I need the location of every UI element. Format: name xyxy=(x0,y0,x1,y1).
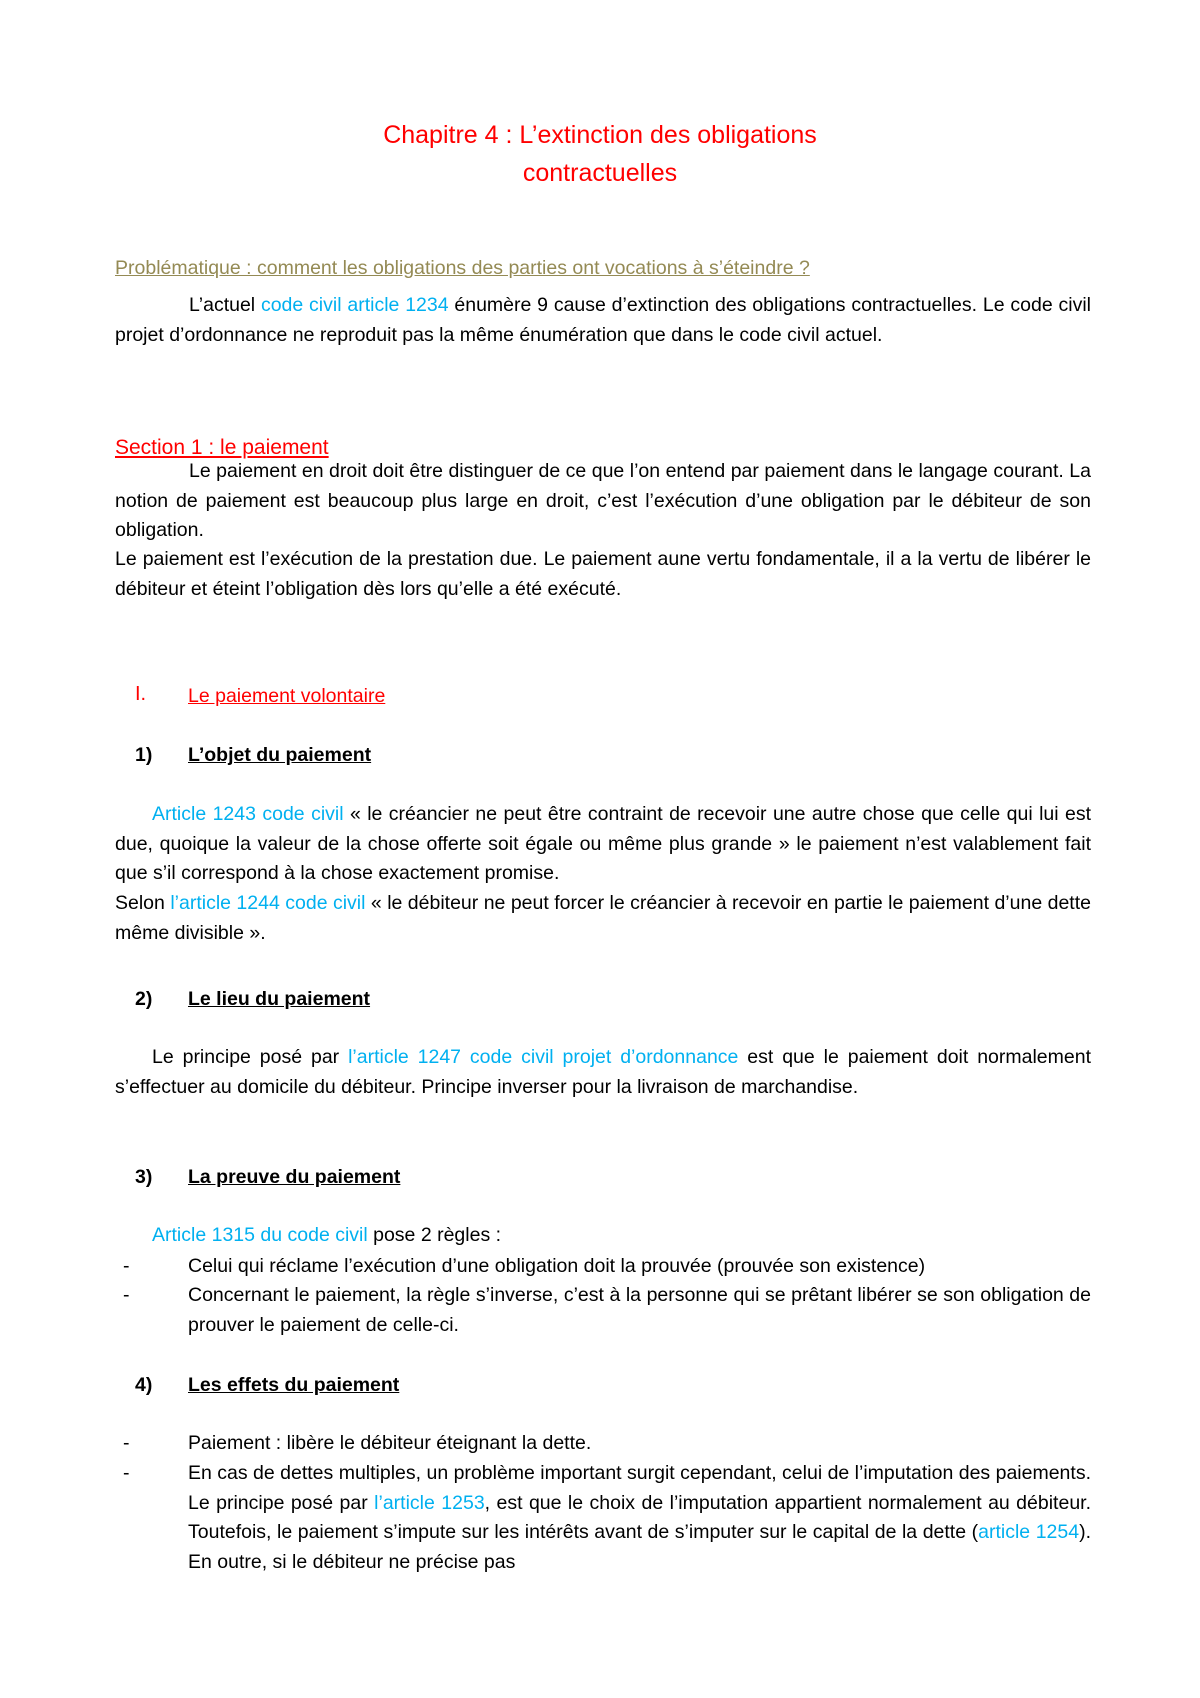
heading-1-label: L’objet du paiement xyxy=(188,744,372,766)
effets-bullet-1: Paiement : libère le débiteur éteignant la dette. xyxy=(188,1432,592,1454)
objet-text-2b: « le débiteur ne peut forcer le créancier à recevoir en partie le paiement d’une dette même divisible ». xyxy=(115,892,1091,944)
heading-3-label: La preuve du paiement xyxy=(188,1166,401,1188)
bullet-dash: - xyxy=(123,1462,130,1484)
problematique-heading: Problématique : comment les obligations des parties ont vocations à s’éteindre ? xyxy=(115,257,810,279)
objet-text-2a: Selon xyxy=(115,892,171,914)
chapter-title-line1: Chapitre 4 : L’extinction des obligations xyxy=(383,121,817,149)
heading-1-number: 1) xyxy=(135,744,153,766)
article-1254-link[interactable]: article 1254 xyxy=(978,1521,1080,1543)
objet-text-1: « le créancier ne peut être contraint de recevoir une autre chose que celle qui lui est due, quoique la valeur de la chose offerte soit égale ou même plus grande » le paiement n’est valablement fait que s’il correspond à la chose exactement promise. xyxy=(115,803,1091,884)
heading-2-number: 2) xyxy=(135,988,153,1010)
list-item xyxy=(115,1281,1091,1340)
preuve-bullet-1: Celui qui réclame l’exécution d’une obligation doit la prouvée (prouvée son existence) xyxy=(188,1255,926,1277)
heading-4-label: Les effets du paiement xyxy=(188,1374,400,1396)
section1-paragraph-2: Le paiement est l’exécution de la prestation due. Le paiement aune vertu fondamentale, il a la vertu de libérer le débiteur et éteint l’obligation dès lors qu’elle a été exécuté. xyxy=(115,548,1091,600)
lieu-text-2: est que le paiement doit normalement s’effectuer au domicile du débiteur. Principe inverser pour la livraison de marchandise. xyxy=(115,1046,1091,1098)
bullet-dash: - xyxy=(123,1432,130,1454)
list-item xyxy=(115,1429,1091,1459)
heading-3-number: 3) xyxy=(135,1166,153,1188)
bullet-dash: - xyxy=(123,1255,130,1277)
article-1244-link[interactable]: l’article 1244 code civil xyxy=(170,892,366,914)
article-1247-link[interactable]: l’article 1247 code civil projet d’ordonnance xyxy=(348,1046,739,1068)
lieu-paragraph xyxy=(115,1043,1091,1102)
list-item xyxy=(115,1252,1091,1282)
intro-text-2: énumère 9 cause d’extinction des obligations contractuelles. Le code civil projet d’ordonnance ne reproduit pas la même énumération que dans le code civil actuel. xyxy=(115,294,1091,346)
section-1-heading: Section 1 : le paiement xyxy=(115,436,329,459)
heading-2-label: Le lieu du paiement xyxy=(188,988,371,1010)
bullet-dash: - xyxy=(123,1284,130,1306)
chapter-title-line2: contractuelles xyxy=(522,159,678,187)
objet-paragraph-2 xyxy=(115,889,1091,948)
lieu-text-1: Le principe posé par xyxy=(152,1046,349,1068)
article-1253-link[interactable]: l’article 1253 xyxy=(374,1491,485,1514)
objet-paragraph-1 xyxy=(115,800,1091,889)
article-1315-link[interactable]: Article 1315 du code civil xyxy=(152,1224,368,1246)
effets-bullet-2 xyxy=(188,1459,1091,1577)
section1-paragraph-1: Le paiement en droit doit être distinguer de ce que l’on entend par paiement dans le langage courant. La notion de paiement est beaucoup plus large en droit, c’est l’exécution d’une obligation par le débiteur de son obligation. xyxy=(115,460,1091,541)
effets-text-3: ). En outre, si le débiteur ne précise pas xyxy=(188,1521,1091,1573)
part-1-number: I. xyxy=(135,683,147,705)
preuve-paragraph xyxy=(115,1221,1091,1251)
list-item xyxy=(115,1459,1091,1577)
heading-4-number: 4) xyxy=(135,1374,153,1396)
article-1243-link[interactable]: Article 1243 code civil xyxy=(152,803,344,825)
intro-text-1: L’actuel xyxy=(189,294,261,316)
part-1-heading: Le paiement volontaire xyxy=(188,685,386,707)
preuve-bullet-2: Concernant le paiement, la règle s’inverse, c’est à la personne qui se prêtant libérer se son obligation de prouver le paiement de celle-ci. xyxy=(188,1284,1091,1336)
effets-text-1: En cas de dettes multiples, un problème important surgit cependant, celui de l’imputation des paiements. Le principe posé par xyxy=(188,1462,1091,1514)
preuve-text: pose 2 règles : xyxy=(367,1224,502,1246)
article-1234-link[interactable]: code civil article 1234 xyxy=(260,294,449,316)
intro-paragraph xyxy=(115,291,1091,350)
effets-text-2: , est que le choix de l’imputation appartient normalement au débiteur. Toutefois, le paiement s’impute sur les intérêts avant de s’imputer sur le capital de la dette ( xyxy=(188,1491,1091,1543)
